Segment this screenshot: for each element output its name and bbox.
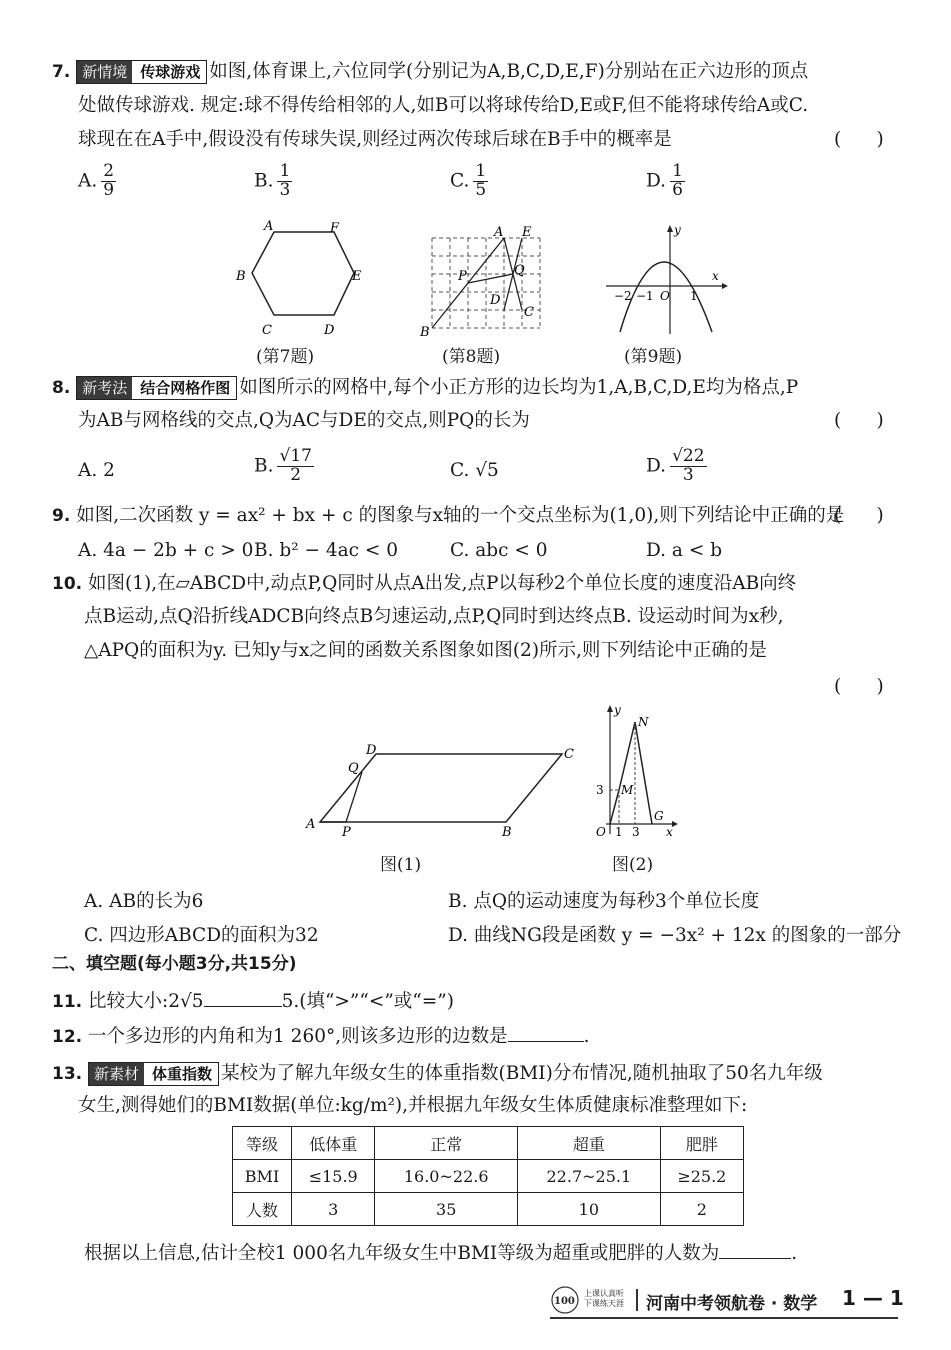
graph-label-m: M (621, 783, 634, 797)
figure-grid (418, 222, 552, 340)
graph-label-3-y: 3 (596, 783, 604, 797)
para-label-p: P (342, 825, 351, 838)
q7-line2: 处做传球游戏. 规定:球不得传给相邻的人,如B可以将球传给D,E或F,但不能将球传给A或C. (78, 95, 809, 116)
answer-blank[interactable] (204, 1006, 282, 1007)
figure-parabola (600, 222, 730, 340)
footer-title: 河南中考领航卷 · 数学 (646, 1294, 818, 1314)
q8-option-d: D. $\frac{√22}{3}$ (646, 446, 705, 485)
question-number: 8. (52, 378, 71, 398)
grid-label-a: A (494, 225, 504, 240)
caption-fig10-1: 图(1) (380, 855, 422, 875)
para-label-b: B (502, 825, 512, 838)
q13-line3: 根据以上信息,估计全校1 000名九年级女生中BMI等级为超重或肥胖的人数为 . (84, 1243, 798, 1264)
q7-option-a: A. $\frac{2}{9}$ (78, 161, 115, 200)
caption-fig10-2: 图(2) (612, 855, 654, 875)
logo-number: 100 (554, 1296, 575, 1307)
grid-label-q: Q (514, 263, 525, 278)
answer-parentheses: ( ) (834, 129, 884, 150)
q8-option-c: C. √5 (450, 460, 499, 481)
q9-option-c: C. abc < 0 (450, 540, 548, 561)
section-heading-fill-in: 二、填空题(每小题3分,共15分) (52, 954, 297, 974)
q7-line3: 球现在在A手中,假设没有传球失误,则经过两次传球后球在B手中的概率是 (78, 129, 672, 150)
page-number: 1 — 1 (842, 1286, 904, 1310)
q10-option-a: A. AB的长为6 (84, 891, 204, 912)
grid-label-e: E (522, 225, 532, 240)
answer-parentheses: ( ) (834, 505, 884, 526)
hex-label-a: A (264, 219, 274, 234)
hex-label-c: C (262, 323, 272, 338)
figure-hexagon (230, 218, 370, 340)
parabola-y-label: y (674, 223, 681, 237)
q7-option-d: D. $\frac{1}{6}$ (646, 161, 683, 200)
hex-label-e: E (352, 269, 362, 284)
logo-icon (550, 1285, 580, 1315)
grid-label-d: D (490, 293, 501, 308)
footer-divider (636, 1289, 638, 1311)
answer-blank[interactable] (719, 1258, 791, 1259)
table-row: 等级 低体重 正常 超重 肥胖 (233, 1127, 744, 1160)
footer-slogan: 上课认真听 下课练天涯 (584, 1289, 624, 1308)
parabola-origin: O (660, 289, 670, 303)
footer-bar (550, 1284, 904, 1318)
q9-option-d: D. a < b (646, 540, 723, 561)
q7-option-b: B. $\frac{1}{3}$ (254, 161, 291, 200)
caption-fig8: (第8题) (442, 347, 501, 367)
q13-line1: 13. 新素材 体重指数 某校为了解九年级女生的体重指数(BMI)分布情况,随机抽取了50名九年级 (52, 1063, 823, 1084)
parabola-x-label: x (712, 269, 719, 283)
question-number: 13. (52, 1064, 83, 1084)
graph-origin: O (596, 825, 606, 839)
table-row: 人数 3 35 10 2 (233, 1193, 744, 1226)
table-row: BMI ≤15.9 16.0~22.6 22.7~25.1 ≥25.2 (233, 1160, 744, 1193)
q10-option-c: C. 四边形ABCD的面积为32 (84, 925, 319, 946)
question-number: 10. (52, 574, 83, 594)
answer-blank[interactable] (508, 1041, 584, 1042)
para-label-a: A (306, 817, 316, 832)
q12-line: 12. 一个多边形的内角和为1 260°,则该多边形的边数是 . (52, 1026, 590, 1047)
figure-parallelogram (300, 738, 590, 838)
question-number: 7. (52, 62, 71, 82)
grid-label-b: B (420, 325, 430, 340)
q10-option-d: D. 曲线NG段是函数 y = −3x² + 12x 的图象的一部分 (448, 925, 902, 946)
para-label-c: C (564, 747, 574, 762)
grid-label-c: C (524, 305, 534, 320)
q8-line1: 8. 新考法 结合网格作图 如图所示的网格中,每个小正方形的边长均为1,A,B,C,D,E均为格点,P (52, 377, 799, 398)
q8-option-a: A. 2 (78, 460, 115, 481)
parabola-tick-neg1: −1 (636, 289, 654, 303)
footer-underline (550, 1317, 898, 1319)
q8-option-b: B. $\frac{√17}{2}$ (254, 446, 312, 485)
q13-line2: 女生,测得她们的BMI数据(单位:kg/m²),并根据九年级女生体质健康标准整理如下: (78, 1095, 748, 1116)
q9-option-b: B. b² − 4ac < 0 (254, 540, 399, 561)
q9-option-a: A. 4a − 2b + c > 0 (78, 540, 254, 561)
tag-new-material: 新素材 体重指数 (88, 1062, 219, 1086)
hex-label-d: D (324, 323, 335, 338)
q10-option-b: B. 点Q的运动速度为每秒3个单位长度 (448, 891, 760, 912)
q10-line2: 点B运动,点Q沿折线ADCB向终点B匀速运动,点P,Q同时到达终点B. 设运动时间为x秒, (84, 606, 784, 627)
answer-parentheses: ( ) (834, 410, 884, 431)
q7-line1 (52, 60, 808, 84)
q7-option-c: C. $\frac{1}{5}$ (450, 161, 487, 200)
question-number: 9. (52, 506, 71, 526)
tag-new-context: 新情境 传球游戏 (76, 60, 207, 84)
bmi-table (232, 1126, 744, 1226)
graph-y-label: y (614, 703, 621, 717)
q8-line2: 为AB与网格线的交点,Q为AC与DE的交点,则PQ的长为 (78, 410, 530, 431)
graph-label-3-x: 3 (632, 825, 640, 839)
hex-label-f: F (330, 221, 340, 236)
para-label-d: D (366, 743, 377, 758)
caption-fig7: (第7题) (256, 347, 315, 367)
graph-label-1: 1 (615, 825, 623, 839)
figure-function-graph (590, 700, 686, 840)
q10-line3: △APQ的面积为y. 已知y与x之间的函数关系图象如图(2)所示,则下列结论中正确的是 (84, 640, 767, 661)
parabola-tick-1: 1 (690, 289, 698, 303)
q11-line: 11. 比较大小:2√5 5.(填“>”“<”或“=”) (52, 991, 454, 1012)
answer-parentheses: ( ) (834, 676, 884, 697)
q9-line1: 9. 如图,二次函数 y = ax² + bx + c 的图象与x轴的一个交点坐标为(1,0),则下列结论中正确的是 (52, 505, 845, 526)
q10-line1: 10. 如图(1),在▱ABCD中,动点P,Q同时从点A出发,点P以每秒2个单位长度的速度沿AB向终 (52, 573, 797, 594)
graph-label-g: G (654, 809, 664, 823)
caption-fig9: (第9题) (624, 347, 683, 367)
q7-text-line1: 如图,体育课上,六位同学(分别记为A,B,C,D,E,F)分别站在正六边形的顶点 (209, 61, 809, 82)
para-label-q: Q (348, 761, 359, 776)
parabola-tick-neg2: −2 (614, 289, 632, 303)
grid-label-p: P (458, 269, 467, 284)
hex-label-b: B (236, 269, 246, 284)
graph-x-label: x (666, 825, 673, 839)
tag-new-method: 新考法 结合网格作图 (76, 376, 237, 400)
graph-label-n: N (638, 715, 649, 729)
